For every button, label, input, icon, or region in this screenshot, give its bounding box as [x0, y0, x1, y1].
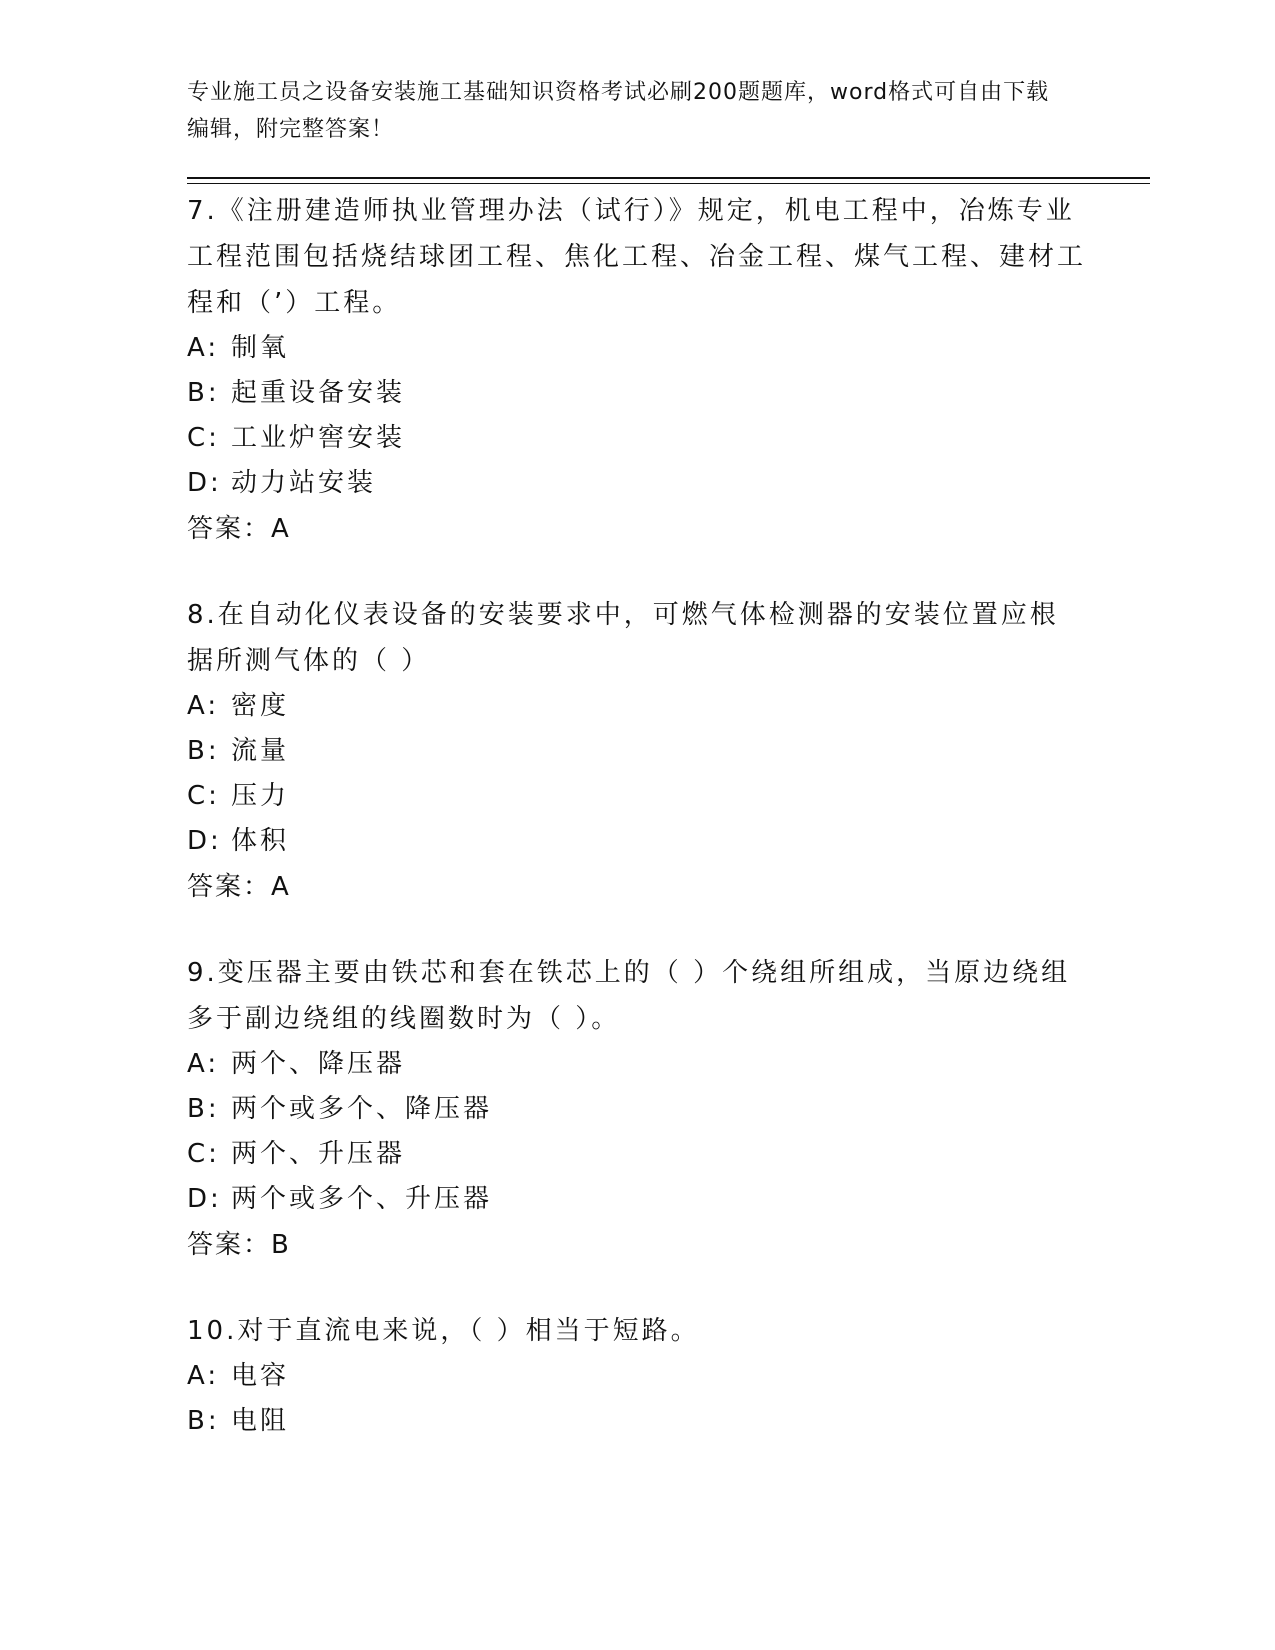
option-text: 制氧	[231, 333, 290, 363]
question-stem: 7.《注册建造师执业管理办法（试行）》规定，机电工程中，冶炼专业工程范围包括烧结球团工程、焦化工程、冶金工程、煤气工程、建材工程和（’）工程。	[187, 196, 1087, 318]
option-a	[187, 1042, 1087, 1087]
option-text: 两个、升压器	[231, 1139, 406, 1169]
question-9	[187, 950, 1087, 1268]
option-text: 电容	[231, 1361, 290, 1391]
option-d	[187, 1177, 1087, 1222]
option-letter: B:	[187, 378, 220, 408]
header-divider-thick	[187, 177, 1150, 179]
option-letter: A:	[187, 691, 220, 721]
option-letter: B:	[187, 1406, 220, 1436]
option-a	[187, 684, 1087, 729]
option-c	[187, 774, 1087, 819]
option-text: 体积	[231, 826, 290, 856]
option-letter: B:	[187, 1094, 220, 1124]
option-text: 压力	[231, 781, 290, 811]
option-letter: D:	[187, 1184, 222, 1214]
option-text: 电阻	[231, 1406, 290, 1436]
option-letter: C:	[187, 423, 220, 453]
question-stem: 9.变压器主要由铁芯和套在铁芯上的（ ）个绕组所组成，当原边绕组多于副边绕组的线圈数时为（ ）。	[187, 958, 1071, 1034]
option-a	[187, 326, 1087, 371]
document-header: 专业施工员之设备安装施工基础知识资格考试必刷200题题库，word格式可自由下载编辑，附完整答案！	[187, 80, 1050, 142]
option-b	[187, 1087, 1087, 1132]
option-b	[187, 1399, 1087, 1444]
option-b	[187, 371, 1087, 416]
option-d	[187, 819, 1087, 864]
option-text: 工业炉窖安装	[231, 423, 406, 453]
option-letter: C:	[187, 781, 220, 811]
option-c	[187, 1132, 1087, 1177]
option-text: 密度	[231, 691, 290, 721]
answer-line: 答案：A	[187, 514, 291, 544]
option-letter: D:	[187, 826, 222, 856]
option-text: 动力站安装	[231, 468, 377, 498]
option-letter: A:	[187, 1049, 220, 1079]
option-text: 两个或多个、升压器	[231, 1184, 493, 1214]
answer-line: 答案：B	[187, 1230, 291, 1260]
option-letter: A:	[187, 333, 220, 363]
option-text: 两个、降压器	[231, 1049, 406, 1079]
option-c	[187, 416, 1087, 461]
option-letter: C:	[187, 1139, 220, 1169]
option-text: 起重设备安装	[231, 378, 406, 408]
question-10	[187, 1308, 1087, 1444]
question-list	[187, 188, 1087, 1484]
question-stem: 8.在自动化仪表设备的安装要求中，可燃气体检测器的安装位置应根据所测气体的（ ）	[187, 600, 1059, 676]
option-letter: A:	[187, 1361, 220, 1391]
question-7	[187, 188, 1087, 552]
option-b	[187, 729, 1087, 774]
question-8	[187, 592, 1087, 910]
option-letter: D:	[187, 468, 222, 498]
answer-line: 答案：A	[187, 872, 291, 902]
option-text: 流量	[231, 736, 290, 766]
option-a	[187, 1354, 1087, 1399]
option-d	[187, 461, 1087, 506]
question-stem: 10.对于直流电来说，（ ）相当于短路。	[187, 1316, 700, 1346]
option-letter: B:	[187, 736, 220, 766]
option-text: 两个或多个、降压器	[231, 1094, 493, 1124]
header-divider-thin	[187, 183, 1150, 184]
